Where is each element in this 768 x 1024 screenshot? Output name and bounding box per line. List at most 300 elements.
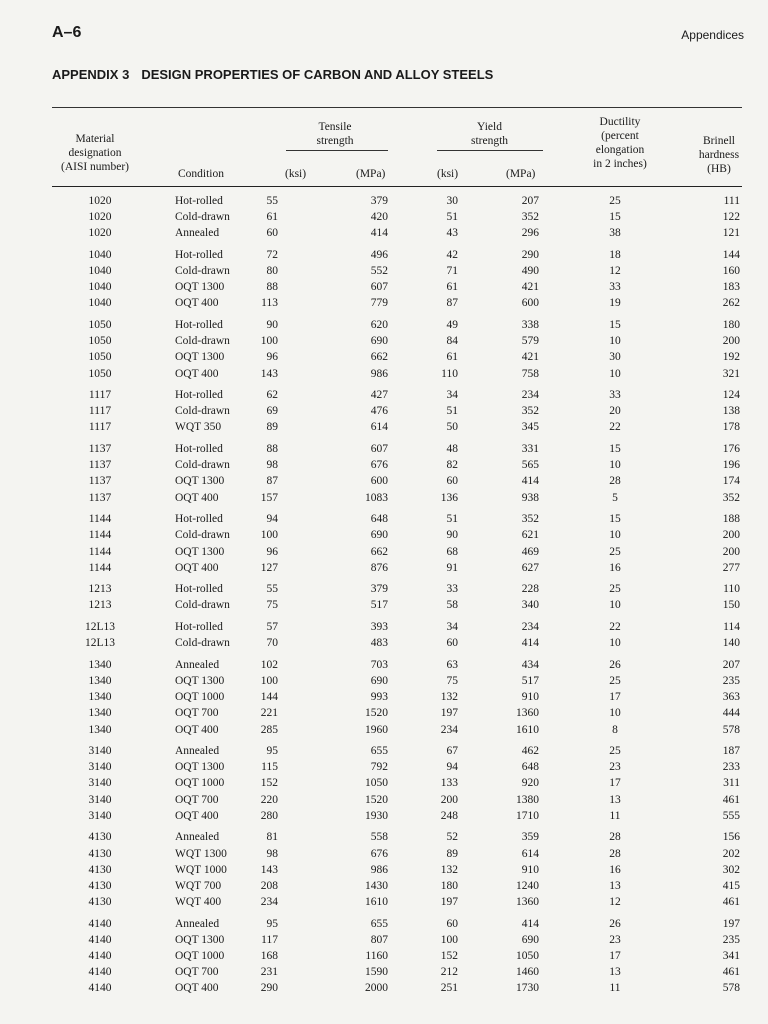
tensile-ksi-cell: 75 (266, 599, 278, 612)
ductility-cell: 25 (609, 583, 621, 596)
material-cell: 1050 (88, 319, 112, 331)
tensile-mpa-cell: 600 (370, 475, 388, 488)
tensile-mpa-cell: 986 (370, 863, 388, 876)
condition-cell: Hot-rolled (175, 443, 223, 456)
ductility-cell: 15 (609, 443, 621, 456)
tensile-ksi-cell: 70 (266, 637, 278, 650)
hardness-cell: 200 (722, 545, 740, 558)
yield-ksi-cell: 60 (446, 637, 458, 650)
ductility-cell: 10 (609, 637, 621, 650)
material-cell: 4140 (88, 949, 112, 962)
tensile-ksi-cell: 143 (260, 367, 278, 380)
condition-cell: Annealed (175, 658, 220, 671)
table-row (0, 527, 768, 543)
hardness-cell: 461 (722, 793, 740, 806)
tensile-ksi-cell: 87 (266, 475, 278, 488)
table-row (0, 722, 768, 738)
material-cell: 4130 (88, 847, 112, 860)
tensile-mpa-cell: 1590 (365, 966, 388, 979)
tensile-mpa-cell: 792 (370, 761, 388, 774)
tensile-ksi-cell: 208 (260, 879, 278, 892)
ductility-cell: 11 (609, 809, 621, 822)
yield-ksi-cell: 94 (446, 761, 458, 774)
condition-cell: WQT 700 (175, 879, 222, 892)
condition-cell: OQT 700 (175, 707, 219, 720)
hardness-cell: 144 (722, 249, 740, 261)
yield-mpa-cell: 296 (521, 227, 539, 240)
tensile-ksi-cell: 80 (266, 265, 278, 278)
yield-ksi-cell: 136 (440, 491, 458, 504)
condition-cell: OQT 1300 (175, 475, 225, 488)
table-row (0, 635, 768, 651)
yield-mpa-cell: 490 (521, 265, 539, 278)
ductility-cell: 5 (612, 491, 618, 504)
header-condition: Condition (178, 168, 225, 180)
material-cell: 3140 (88, 761, 112, 774)
table-row (0, 403, 768, 419)
yield-mpa-cell: 421 (521, 351, 539, 364)
ductility-cell: 25 (609, 675, 621, 687)
yield-ksi-cell: 89 (446, 847, 458, 860)
yield-mpa-cell: 340 (521, 599, 539, 612)
yield-ksi-cell: 63 (446, 658, 458, 671)
hardness-cell: 262 (722, 297, 740, 310)
header-material: Material designation (AISI number) (60, 133, 130, 173)
tensile-mpa-cell: 614 (370, 421, 388, 434)
condition-cell: OQT 400 (175, 367, 219, 380)
tensile-mpa-cell: 607 (370, 443, 388, 456)
yield-mpa-cell: 352 (521, 405, 539, 418)
material-cell: 3140 (88, 809, 112, 822)
ductility-cell: 17 (609, 949, 621, 962)
material-cell: 1117 (88, 421, 112, 434)
yield-mpa-cell: 579 (521, 335, 539, 348)
tensile-ksi-cell: 113 (261, 297, 278, 310)
material-cell: 1340 (88, 658, 112, 671)
table-row (0, 263, 768, 279)
ductility-cell: 10 (609, 529, 621, 542)
tensile-mpa-cell: 1520 (365, 793, 388, 806)
hardness-cell: 555 (722, 809, 740, 822)
tensile-ksi-cell: 88 (266, 281, 278, 294)
yield-mpa-cell: 290 (521, 249, 539, 261)
tensile-mpa-cell: 1960 (365, 723, 388, 736)
yield-mpa-cell: 1380 (516, 793, 539, 806)
table-row (0, 225, 768, 241)
tensile-ksi-cell: 90 (266, 319, 278, 331)
material-cell: 1117 (88, 389, 112, 402)
material-cell: 1040 (88, 297, 112, 310)
yield-mpa-cell: 345 (521, 421, 539, 434)
condition-cell: Cold-drawn (175, 459, 230, 472)
ductility-cell: 30 (609, 351, 621, 364)
hardness-cell: 183 (722, 281, 740, 294)
yield-ksi-cell: 90 (446, 529, 458, 542)
tensile-ksi-cell: 69 (266, 405, 278, 418)
material-cell: 1050 (88, 335, 112, 348)
ductility-cell: 10 (609, 367, 621, 380)
yield-mpa-cell: 938 (521, 491, 539, 504)
table-row (0, 980, 768, 996)
tensile-ksi-cell: 95 (266, 745, 278, 758)
header-yield-ksi: (ksi) (437, 168, 459, 180)
ductility-cell: 10 (609, 707, 621, 720)
hardness-cell: 176 (722, 443, 740, 456)
appendix-title: DESIGN PROPERTIES OF CARBON AND ALLOY STEELS (141, 67, 494, 82)
yield-mpa-cell: 414 (521, 475, 539, 488)
tensile-ksi-cell: 89 (266, 421, 278, 434)
yield-mpa-cell: 338 (521, 319, 539, 331)
material-cell: 1340 (88, 691, 112, 704)
table-row (0, 317, 768, 333)
tensile-mpa-cell: 662 (370, 545, 388, 558)
hardness-cell: 461 (722, 966, 740, 979)
material-cell: 1137 (88, 475, 112, 488)
tensile-ksi-cell: 94 (266, 513, 278, 526)
yield-ksi-cell: 152 (440, 949, 458, 962)
table-row (0, 511, 768, 527)
tensile-mpa-cell: 393 (370, 621, 388, 634)
hardness-cell: 196 (722, 459, 740, 472)
hardness-cell: 138 (722, 405, 740, 418)
material-cell: 12L13 (84, 637, 116, 650)
tensile-mpa-cell: 690 (370, 335, 388, 348)
material-cell: 3140 (88, 777, 112, 790)
hardness-cell: 140 (722, 637, 740, 650)
tensile-ksi-cell: 98 (266, 459, 278, 472)
yield-ksi-cell: 200 (440, 793, 458, 806)
tensile-mpa-cell: 648 (370, 513, 388, 526)
tensile-mpa-cell: 496 (370, 249, 388, 261)
tensile-ksi-cell: 95 (266, 917, 278, 930)
ductility-cell: 10 (609, 459, 621, 472)
hardness-cell: 311 (723, 777, 740, 790)
hardness-cell: 578 (722, 982, 740, 995)
yield-ksi-cell: 61 (446, 351, 458, 364)
tensile-ksi-cell: 168 (260, 949, 278, 962)
yield-ksi-cell: 52 (446, 831, 458, 844)
material-cell: 1144 (88, 561, 112, 574)
tensile-mpa-cell: 662 (370, 351, 388, 364)
hardness-cell: 277 (722, 561, 740, 574)
material-cell: 4140 (88, 917, 112, 930)
table-row (0, 964, 768, 980)
table-row (0, 193, 768, 209)
tensile-ksi-cell: 152 (260, 777, 278, 790)
tensile-ksi-cell: 231 (260, 966, 278, 979)
hardness-cell: 363 (722, 691, 740, 704)
tensile-mpa-cell: 379 (370, 195, 388, 207)
hardness-cell: 200 (722, 529, 740, 542)
material-cell: 1340 (88, 675, 112, 687)
ductility-cell: 26 (609, 658, 621, 671)
condition-cell: OQT 400 (175, 723, 219, 736)
table-row (0, 366, 768, 382)
condition-cell: Annealed (175, 227, 220, 240)
yield-mpa-cell: 331 (521, 443, 539, 456)
ductility-cell: 20 (609, 405, 621, 418)
ductility-cell: 15 (609, 211, 621, 224)
condition-cell: OQT 1300 (175, 351, 225, 364)
ductility-cell: 22 (609, 621, 621, 634)
yield-ksi-cell: 71 (446, 265, 458, 278)
condition-cell: OQT 700 (175, 793, 219, 806)
table-row (0, 657, 768, 673)
condition-cell: Hot-rolled (175, 513, 223, 526)
condition-cell: Cold-drawn (175, 335, 230, 348)
hardness-cell: 160 (722, 265, 740, 278)
condition-cell: Cold-drawn (175, 265, 230, 278)
section-name: Appendices (681, 28, 744, 42)
tensile-ksi-cell: 127 (260, 561, 278, 574)
ductility-cell: 33 (609, 281, 621, 294)
ductility-cell: 13 (609, 793, 621, 806)
condition-cell: Hot-rolled (175, 583, 223, 596)
yield-mpa-cell: 621 (521, 529, 539, 542)
condition-cell: WQT 1000 (175, 863, 227, 876)
table-row (0, 689, 768, 705)
tensile-mpa-cell: 2000 (365, 982, 388, 995)
material-cell: 1040 (88, 281, 112, 294)
yield-ksi-cell: 197 (440, 896, 458, 908)
ductility-cell: 15 (609, 319, 621, 331)
hardness-cell: 352 (722, 491, 740, 504)
material-cell: 1213 (88, 583, 112, 596)
material-cell: 1020 (88, 211, 112, 224)
ductility-cell: 28 (609, 847, 621, 860)
hardness-cell: 111 (723, 195, 740, 207)
condition-cell: OQT 400 (175, 809, 219, 822)
tensile-ksi-cell: 280 (260, 809, 278, 822)
table-row (0, 247, 768, 263)
yield-ksi-cell: 180 (440, 879, 458, 892)
ductility-cell: 17 (609, 691, 621, 704)
tensile-ksi-cell: 285 (260, 723, 278, 736)
tensile-mpa-cell: 690 (370, 675, 388, 687)
yield-ksi-cell: 60 (446, 475, 458, 488)
condition-cell: Hot-rolled (175, 319, 223, 331)
hardness-cell: 202 (722, 847, 740, 860)
yield-ksi-cell: 42 (446, 249, 458, 261)
yield-ksi-cell: 110 (441, 367, 458, 380)
yield-mpa-cell: 648 (521, 761, 539, 774)
condition-cell: OQT 1300 (175, 933, 225, 946)
table-row (0, 419, 768, 435)
condition-cell: OQT 400 (175, 982, 219, 995)
tensile-ksi-cell: 100 (260, 335, 278, 348)
ductility-cell: 28 (609, 831, 621, 844)
yield-ksi-cell: 234 (440, 723, 458, 736)
tensile-mpa-cell: 1520 (365, 707, 388, 720)
yield-ksi-cell: 50 (446, 421, 458, 434)
ductility-cell: 26 (609, 917, 621, 930)
tensile-ksi-cell: 221 (260, 707, 278, 720)
tensile-mpa-cell: 558 (370, 831, 388, 844)
yield-mpa-cell: 228 (521, 583, 539, 596)
table-row (0, 792, 768, 808)
material-cell: 4130 (88, 831, 112, 844)
ductility-cell: 28 (609, 475, 621, 488)
table-row (0, 544, 768, 560)
material-cell: 4130 (88, 879, 112, 892)
condition-cell: OQT 400 (175, 491, 219, 504)
ductility-cell: 12 (609, 265, 621, 278)
yield-mpa-cell: 1610 (516, 723, 539, 736)
yield-mpa-cell: 758 (521, 367, 539, 380)
ductility-cell: 23 (609, 933, 621, 946)
yield-ksi-cell: 91 (446, 561, 458, 574)
tensile-ksi-cell: 72 (266, 249, 278, 261)
tensile-ksi-cell: 157 (260, 491, 278, 504)
table-row (0, 295, 768, 311)
hardness-cell: 461 (722, 896, 740, 908)
yield-mpa-cell: 1050 (516, 949, 539, 962)
condition-cell: Annealed (175, 831, 220, 844)
yield-mpa-cell: 234 (521, 389, 539, 402)
table-row (0, 473, 768, 489)
hardness-cell: 578 (722, 723, 740, 736)
table-row (0, 862, 768, 878)
hardness-cell: 415 (722, 879, 740, 892)
table-row (0, 878, 768, 894)
condition-cell: OQT 1300 (175, 675, 225, 687)
tensile-mpa-cell: 676 (370, 459, 388, 472)
table-row (0, 209, 768, 225)
hardness-cell: 114 (723, 621, 740, 634)
hardness-cell: 110 (723, 583, 740, 596)
table-row (0, 705, 768, 721)
yield-ksi-cell: 58 (446, 599, 458, 612)
material-cell: 1144 (88, 513, 112, 526)
tensile-mpa-cell: 986 (370, 367, 388, 380)
tensile-ksi-cell: 100 (260, 529, 278, 542)
tensile-ksi-cell: 220 (260, 793, 278, 806)
condition-cell: OQT 1300 (175, 281, 225, 294)
tensile-mpa-cell: 676 (370, 847, 388, 860)
tensile-mpa-cell: 420 (370, 211, 388, 224)
tensile-mpa-cell: 552 (370, 265, 388, 278)
header-tensile-ksi: (ksi) (285, 168, 307, 180)
yield-ksi-cell: 34 (446, 621, 458, 634)
yield-mpa-cell: 1360 (516, 707, 539, 720)
table-row (0, 948, 768, 964)
ductility-cell: 10 (609, 599, 621, 612)
tensile-mpa-cell: 414 (370, 227, 388, 240)
header-brinell: Brinell hardness (HB) (698, 135, 740, 175)
tensile-mpa-cell: 690 (370, 529, 388, 542)
yield-mpa-cell: 207 (521, 195, 539, 207)
tensile-mpa-cell: 476 (370, 405, 388, 418)
condition-cell: Cold-drawn (175, 529, 230, 542)
material-cell: 1020 (88, 195, 112, 207)
ductility-cell: 15 (609, 513, 621, 526)
ductility-cell: 22 (609, 421, 621, 434)
table-row (0, 490, 768, 506)
hardness-cell: 178 (722, 421, 740, 434)
tensile-mpa-cell: 483 (370, 637, 388, 650)
hardness-cell: 150 (722, 599, 740, 612)
yield-ksi-cell: 133 (440, 777, 458, 790)
table-row (0, 673, 768, 689)
hardness-cell: 124 (722, 389, 740, 402)
material-cell: 1040 (88, 265, 112, 278)
hardness-cell: 302 (722, 863, 740, 876)
ductility-cell: 12 (609, 896, 621, 908)
tensile-mpa-cell: 779 (370, 297, 388, 310)
yield-mpa-cell: 517 (521, 675, 539, 687)
tensile-mpa-cell: 1610 (365, 896, 388, 908)
tensile-ksi-cell: 81 (266, 831, 278, 844)
hardness-cell: 233 (722, 761, 740, 774)
yield-ksi-cell: 100 (440, 933, 458, 946)
yield-ksi-cell: 132 (440, 691, 458, 704)
condition-cell: WQT 1300 (175, 847, 227, 860)
appendix-label: APPENDIX 3 (52, 67, 130, 82)
hardness-cell: 122 (722, 211, 740, 224)
ductility-cell: 33 (609, 389, 621, 402)
yield-ksi-cell: 33 (446, 583, 458, 596)
yield-mpa-cell: 462 (521, 745, 539, 758)
yield-ksi-cell: 197 (440, 707, 458, 720)
condition-cell: OQT 1000 (175, 691, 225, 704)
material-cell: 1137 (88, 491, 112, 504)
tensile-mpa-cell: 876 (370, 561, 388, 574)
table-row (0, 387, 768, 403)
material-cell: 3140 (88, 745, 112, 758)
yield-mpa-cell: 910 (521, 863, 539, 876)
yield-mpa-cell: 600 (521, 297, 539, 310)
material-cell: 1340 (88, 707, 112, 720)
condition-cell: Annealed (175, 745, 220, 758)
tensile-mpa-cell: 620 (370, 319, 388, 331)
yield-ksi-cell: 67 (446, 745, 458, 758)
yield-ksi-cell: 51 (446, 211, 458, 224)
material-cell: 3140 (88, 793, 112, 806)
condition-cell: OQT 1000 (175, 777, 225, 790)
material-cell: 4140 (88, 933, 112, 946)
yield-ksi-cell: 43 (446, 227, 458, 240)
yield-mpa-cell: 1360 (516, 896, 539, 908)
tensile-mpa-cell: 517 (370, 599, 388, 612)
table-row (0, 279, 768, 295)
yield-ksi-cell: 82 (446, 459, 458, 472)
table-row (0, 560, 768, 576)
header-ductility: Ductility (percent elongation in 2 inches) (593, 116, 647, 170)
ductility-cell: 25 (609, 195, 621, 207)
tensile-ksi-cell: 144 (260, 691, 278, 704)
ductility-cell: 16 (609, 863, 621, 876)
hardness-cell: 207 (722, 658, 740, 671)
table-row (0, 441, 768, 457)
yield-mpa-cell: 627 (521, 561, 539, 574)
hardness-cell: 235 (722, 675, 740, 687)
yield-mpa-cell: 1710 (516, 809, 539, 822)
yield-mpa-cell: 359 (521, 831, 539, 844)
table-row (0, 808, 768, 824)
condition-cell: Cold-drawn (175, 211, 230, 224)
yield-mpa-cell: 469 (521, 545, 539, 558)
material-cell: 1144 (88, 529, 112, 542)
material-cell: 1050 (88, 351, 112, 364)
tensile-mpa-cell: 1050 (365, 777, 388, 790)
tensile-ksi-cell: 96 (266, 545, 278, 558)
ductility-cell: 25 (609, 545, 621, 558)
yield-mpa-cell: 614 (521, 847, 539, 860)
yield-ksi-cell: 49 (446, 319, 458, 331)
condition-cell: OQT 1300 (175, 761, 225, 774)
table-row (0, 846, 768, 862)
header-yield: Yield strength (470, 121, 509, 147)
